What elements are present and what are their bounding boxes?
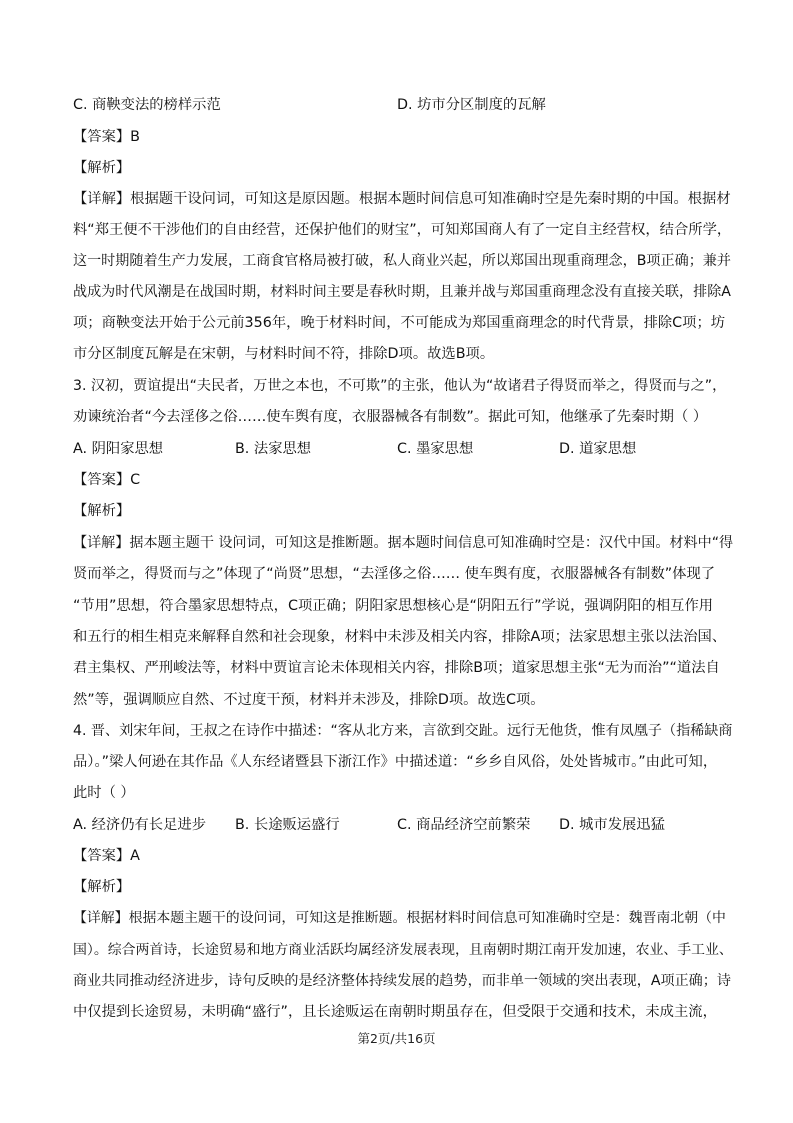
q2-answer: 【答案】B (73, 129, 140, 145)
q2-detail-line: 【详解】根据题干设问词，可知这是原因题。根据本题时间信息可知准确时空是先秦时期的中国。根据材 (73, 191, 731, 207)
q3-detail-line: 贤而举之，得贤而与之”体现了“尚贤”思想，“去淫侈之俗…… 使车舆有度，衣服器械各有制数”体现了 (73, 566, 716, 582)
q3-answer: 【答案】C (73, 472, 141, 488)
q3-detail-line: 【详解】据本题主题干 设问词，可知这是推断题。据本题时间信息可知准确时空是：汉代中国。材料中“得 (73, 535, 734, 551)
q4-stem-line: 品）。”梁人何逊在其作品《人东经诸暨县下浙江作》中描述道：“乡乡自风俗，处处皆城市。”由此可知， (73, 754, 718, 770)
q2-option-c: C. 商鞅变法的榜样示范 (73, 97, 221, 113)
page-number: 第2页/共16页 (357, 1031, 436, 1046)
q3-option-a: A. 阴阳家思想 (73, 441, 164, 457)
q4-detail-line: 【详解】根据本题主题干的设问词，可知这是推断题。根据材料时间信息可知准确时空是：魏晋南北朝（中 (73, 910, 726, 926)
q2-detail-line: 项；商鞅变法开始于公元前356年，晚于材料时间，不可能成为郑国重商理念的时代背景，排除C项；坊 (73, 315, 726, 331)
q4-option-c: C. 商品经济空前繁荣 (397, 817, 531, 833)
q4-option-b: B. 长途贩运盛行 (235, 817, 340, 833)
q4-stem-line: 4. 晋、刘宋年间，王叔之在诗作中描述：“客从北方来，言欲到交趾。远行无他货，惟有凤凰子（指稀缺商 (73, 723, 733, 739)
q3-option-d: D. 道家思想 (559, 441, 637, 457)
q4-detail-line: 中仅提到长途贸易，未明确“盛行”，且长途贩运在南朝时期虽存在，但受限于交通和技术，未成主流， (73, 1004, 717, 1020)
q4-answer: 【答案】A (73, 848, 140, 864)
q3-detail-line: 然”等，强调顺应自然、不过度干预，材料并未涉及，排除D项。故选C项。 (73, 692, 545, 708)
q3-detail-line: 君主集权、严刑峻法等，材料中贾谊言论未体现相关内容，排除B项；道家思想主张“无为而治”“道法自 (73, 660, 720, 676)
q3-option-b: B. 法家思想 (235, 441, 312, 457)
q3-detail-line: “节用”思想，符合墨家思想特点，C项正确；阴阳家思想核心是“阴阳五行”学说，强调阴阳的相互作用 (73, 598, 714, 614)
q4-option-a: A. 经济仍有长足进步 (73, 817, 206, 833)
q3-stem-line: 劝谏统治者“今去淫侈之俗……使车舆有度，衣服器械各有制数”。据此可知，他继承了先秦时期（ ） (73, 409, 708, 425)
q4-stem-line: 此时（ ） (73, 785, 135, 801)
q2-detail-line: 这一时期随着生产力发展，工商食官格局被打破，私人商业兴起，所以郑国出现重商理念，B项正确；兼并 (73, 253, 731, 269)
q2-detail-line: 料“郑王便不干涉他们的自由经营，还保护他们的财宝”，可知郑国商人有了一定自主经营权，结合所学， (73, 222, 732, 238)
q2-detail-line: 战成为时代风潮是在战国时期，材料时间主要是春秋时期，且兼并战与郑国重商理念没有直接关联，排除A (73, 284, 731, 300)
q2-option-d: D. 坊市分区制度的瓦解 (397, 97, 546, 113)
q4-option-d: D. 城市发展迅猛 (559, 817, 665, 833)
q4-analysis-heading: 【解析】 (73, 879, 131, 895)
q4-detail-line: 商业共同推动经济进步，诗句反映的是经济整体持续发展的趋势，而非单一领域的突出表现，A项正确；诗 (73, 973, 731, 989)
q2-detail-line: 市分区制度瓦解是在宋朝，与材料时间不符，排除D项。故选B项。 (73, 346, 495, 362)
q3-detail-line: 和五行的相生相克来解释自然和社会现象，材料中未涉及相关内容，排除A项；法家思想主张以法治国、 (73, 629, 727, 645)
q4-detail-line: 国）。综合两首诗，长途贸易和地方商业活跃均属经济发展表现，且南朝时期江南开发加速，农业、手工业、 (73, 942, 733, 958)
q3-stem-line: 3. 汉初，贾谊提出“夫民者，万世之本也，不可欺”的主张，他认为“故诸君子得贤而举之，得贤而与之”， (73, 378, 727, 394)
q3-analysis-heading: 【解析】 (73, 503, 131, 519)
q2-analysis-heading: 【解析】 (73, 160, 131, 176)
q3-option-c: C. 墨家思想 (397, 441, 474, 457)
